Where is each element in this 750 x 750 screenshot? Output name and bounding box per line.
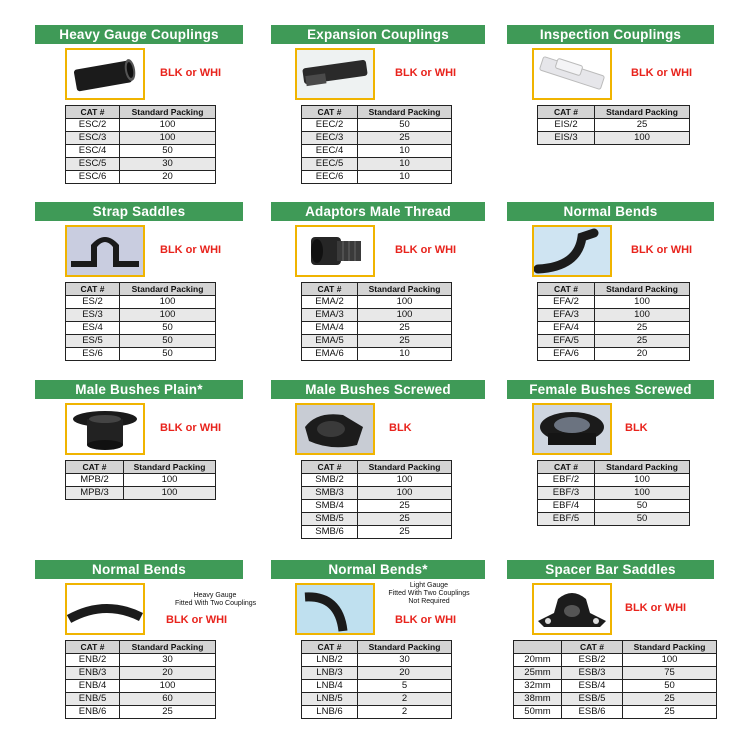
cat-cell: ENB/3 — [66, 667, 120, 680]
packing-cell: 100 — [358, 487, 452, 500]
adaptor-image — [297, 227, 373, 275]
packing-cell: 10 — [358, 171, 452, 184]
header-packing: Standard Packing — [595, 106, 690, 119]
expansion-coupling-image — [297, 50, 373, 98]
packing-cell: 50 — [120, 145, 216, 158]
size-cell: 50mm — [514, 706, 562, 719]
packing-cell: 20 — [358, 667, 452, 680]
header-cat: CAT # — [66, 106, 120, 119]
gauge-note-line: Fitted With Two Couplings — [388, 590, 470, 597]
table-row — [302, 487, 452, 500]
packing-cell: 50 — [120, 348, 216, 361]
table-row — [514, 680, 717, 693]
packing-cell: 100 — [595, 474, 690, 487]
table-header-row — [302, 106, 452, 119]
header-packing: Standard Packing — [120, 641, 216, 654]
packing-cell: 20 — [120, 667, 216, 680]
panel-title: Inspection Couplings — [507, 25, 714, 44]
packing-cell: 20 — [120, 171, 216, 184]
header-packing: Standard Packing — [358, 283, 452, 296]
packing-cell: 100 — [595, 309, 690, 322]
packing-table — [537, 105, 690, 145]
table-header-row — [538, 283, 690, 296]
table-row — [538, 513, 690, 526]
color-note: BLK — [625, 422, 648, 434]
strap-saddle-image — [67, 227, 143, 275]
cat-cell: EFA/4 — [538, 322, 595, 335]
cat-cell: LNB/3 — [302, 667, 358, 680]
table-header-row — [538, 461, 690, 474]
gauge-note-line: Heavy Gauge — [193, 592, 237, 599]
header-cat: CAT # — [302, 461, 358, 474]
table-row — [302, 348, 452, 361]
cat-cell: SMB/3 — [302, 487, 358, 500]
inspection-coupling-image — [534, 50, 610, 98]
packing-cell: 50 — [595, 513, 690, 526]
table-row — [302, 171, 452, 184]
header-packing: Standard Packing — [595, 283, 690, 296]
table-header-row — [302, 283, 452, 296]
table-row — [538, 296, 690, 309]
table-row — [66, 348, 216, 361]
packing-cell: 100 — [120, 309, 216, 322]
cat-cell: EBF/2 — [538, 474, 595, 487]
cat-cell: EMA/2 — [302, 296, 358, 309]
cat-cell: ESB/4 — [562, 680, 623, 693]
cat-cell: SMB/6 — [302, 526, 358, 539]
gauge-note — [379, 582, 479, 606]
table-row — [302, 654, 452, 667]
packing-cell: 100 — [120, 132, 216, 145]
table-row — [66, 706, 216, 719]
panel-title: Normal Bends — [507, 202, 714, 221]
packing-cell: 25 — [358, 132, 452, 145]
size-cell: 32mm — [514, 680, 562, 693]
cat-cell: ENB/4 — [66, 680, 120, 693]
table-row — [66, 487, 216, 500]
panel-title: Heavy Gauge Couplings — [35, 25, 243, 44]
table-row — [66, 119, 216, 132]
table-row — [302, 322, 452, 335]
header-cat: CAT # — [302, 641, 358, 654]
packing-table — [65, 460, 216, 500]
packing-cell: 10 — [358, 158, 452, 171]
size-cell: 38mm — [514, 693, 562, 706]
spacer-bar-saddle-image — [534, 585, 610, 633]
table-row — [538, 487, 690, 500]
light-bend-image — [297, 585, 373, 633]
gauge-note-line: Fitted With Two Couplings — [175, 600, 257, 607]
packing-cell: 25 — [358, 335, 452, 348]
header-packing: Standard Packing — [120, 106, 216, 119]
product-photo — [532, 583, 612, 635]
male-bush-plain-image — [67, 405, 143, 453]
cat-cell: EMA/5 — [302, 335, 358, 348]
cat-cell: EEC/6 — [302, 171, 358, 184]
table-header-row — [66, 461, 216, 474]
packing-table — [65, 282, 216, 361]
packing-cell: 2 — [358, 706, 452, 719]
color-note: BLK or WHI — [625, 602, 687, 614]
table-row — [302, 296, 452, 309]
packing-table — [301, 105, 452, 184]
cat-cell: LNB/6 — [302, 706, 358, 719]
packing-cell: 50 — [623, 680, 717, 693]
packing-cell: 100 — [120, 296, 216, 309]
cat-cell: EEC/4 — [302, 145, 358, 158]
table-row — [66, 474, 216, 487]
product-photo — [65, 403, 145, 455]
packing-table — [301, 640, 452, 719]
table-row — [66, 667, 216, 680]
header-size — [514, 641, 562, 654]
packing-cell: 50 — [358, 119, 452, 132]
color-note: BLK or WHI — [395, 614, 457, 626]
header-packing: Standard Packing — [358, 641, 452, 654]
table-row — [302, 500, 452, 513]
cat-cell: ESB/5 — [562, 693, 623, 706]
header-cat: CAT # — [66, 461, 124, 474]
cat-cell: ESC/3 — [66, 132, 120, 145]
cat-cell: ES/3 — [66, 309, 120, 322]
panel-title: Male Bushes Screwed — [271, 380, 485, 399]
table-row — [538, 474, 690, 487]
header-cat: CAT # — [538, 461, 595, 474]
table-row — [302, 474, 452, 487]
panel-title: Spacer Bar Saddles — [507, 560, 714, 579]
packing-cell: 75 — [623, 667, 717, 680]
cat-cell: EEC/5 — [302, 158, 358, 171]
size-cell: 20mm — [514, 654, 562, 667]
table-header-row — [538, 106, 690, 119]
cat-cell: EFA/2 — [538, 296, 595, 309]
cat-cell: MPB/3 — [66, 487, 124, 500]
cat-cell: EIS/2 — [538, 119, 595, 132]
cat-cell: EEC/2 — [302, 119, 358, 132]
coupling-image — [67, 50, 143, 98]
packing-cell: 100 — [623, 654, 717, 667]
table-row — [538, 132, 690, 145]
product-photo — [532, 403, 612, 455]
packing-table — [537, 460, 690, 526]
table-row — [514, 693, 717, 706]
female-bush-screwed-image — [534, 405, 610, 453]
cat-cell: ESB/2 — [562, 654, 623, 667]
gauge-note-line: Light Gauge — [409, 582, 449, 589]
cat-cell: ESC/5 — [66, 158, 120, 171]
packing-cell: 25 — [120, 706, 216, 719]
table-row — [302, 693, 452, 706]
packing-cell: 25 — [358, 500, 452, 513]
packing-table — [537, 282, 690, 361]
table-row — [538, 119, 690, 132]
product-photo — [295, 48, 375, 100]
table-row — [538, 348, 690, 361]
cat-cell: ENB/2 — [66, 654, 120, 667]
table-header-row — [302, 641, 452, 654]
color-note: BLK or WHI — [631, 67, 693, 79]
color-note: BLK or WHI — [631, 244, 693, 256]
packing-cell: 100 — [358, 309, 452, 322]
packing-cell: 20 — [595, 348, 690, 361]
table-row — [302, 513, 452, 526]
cat-cell: EFA/6 — [538, 348, 595, 361]
table-row — [538, 335, 690, 348]
packing-cell: 100 — [358, 296, 452, 309]
packing-cell: 30 — [120, 158, 216, 171]
panel-title: Female Bushes Screwed — [507, 380, 714, 399]
header-packing: Standard Packing — [120, 283, 216, 296]
male-bush-screwed-image — [297, 405, 373, 453]
packing-cell: 25 — [623, 693, 717, 706]
packing-cell: 100 — [595, 487, 690, 500]
packing-cell: 100 — [120, 680, 216, 693]
cat-cell: ESC/2 — [66, 119, 120, 132]
table-row — [302, 119, 452, 132]
packing-table — [65, 640, 216, 719]
packing-cell: 10 — [358, 348, 452, 361]
table-row — [302, 706, 452, 719]
table-row — [66, 322, 216, 335]
cat-cell: EMA/6 — [302, 348, 358, 361]
panel-title: Adaptors Male Thread — [271, 202, 485, 221]
color-note: BLK or WHI — [395, 244, 457, 256]
table-header-row — [66, 106, 216, 119]
table-row — [538, 322, 690, 335]
cat-cell: EFA/5 — [538, 335, 595, 348]
table-row — [66, 654, 216, 667]
panel-title: Normal Bends — [35, 560, 243, 579]
header-cat: CAT # — [562, 641, 623, 654]
table-row — [66, 335, 216, 348]
color-note: BLK or WHI — [160, 67, 222, 79]
table-row — [66, 132, 216, 145]
table-header-row — [514, 641, 717, 654]
header-cat: CAT # — [66, 283, 120, 296]
cat-cell: SMB/4 — [302, 500, 358, 513]
packing-cell: 5 — [358, 680, 452, 693]
product-photo — [295, 583, 375, 635]
panel-title: Male Bushes Plain* — [35, 380, 243, 399]
product-photo — [65, 583, 145, 635]
cat-cell: EMA/3 — [302, 309, 358, 322]
packing-cell: 10 — [358, 145, 452, 158]
cat-cell: LNB/4 — [302, 680, 358, 693]
cat-cell: ES/4 — [66, 322, 120, 335]
packing-cell: 100 — [595, 132, 690, 145]
cat-cell: EEC/3 — [302, 132, 358, 145]
product-photo — [532, 225, 612, 277]
table-row — [302, 145, 452, 158]
size-cell: 25mm — [514, 667, 562, 680]
packing-cell: 25 — [358, 526, 452, 539]
table-row — [302, 680, 452, 693]
product-photo — [295, 225, 375, 277]
header-packing: Standard Packing — [623, 641, 717, 654]
cat-cell: ENB/6 — [66, 706, 120, 719]
color-note: BLK or WHI — [166, 614, 228, 626]
table-row — [302, 526, 452, 539]
cat-cell: EBF/5 — [538, 513, 595, 526]
packing-cell: 50 — [120, 335, 216, 348]
header-cat: CAT # — [538, 106, 595, 119]
table-row — [302, 309, 452, 322]
packing-cell: 100 — [120, 119, 216, 132]
table-row — [66, 158, 216, 171]
packing-cell: 25 — [595, 119, 690, 132]
color-note: BLK or WHI — [160, 422, 222, 434]
color-note: BLK or WHI — [395, 67, 457, 79]
packing-cell: 25 — [358, 322, 452, 335]
table-row — [66, 309, 216, 322]
header-cat: CAT # — [66, 641, 120, 654]
cat-cell: ES/5 — [66, 335, 120, 348]
packing-cell: 25 — [358, 513, 452, 526]
gauge-note — [175, 592, 255, 608]
packing-table — [513, 640, 717, 719]
table-row — [66, 693, 216, 706]
table-row — [302, 158, 452, 171]
cat-cell: EBF/3 — [538, 487, 595, 500]
cat-cell: ESB/6 — [562, 706, 623, 719]
bend-image — [534, 227, 610, 275]
packing-cell: 100 — [124, 487, 216, 500]
cat-cell: ES/6 — [66, 348, 120, 361]
table-row — [302, 132, 452, 145]
packing-cell: 25 — [595, 335, 690, 348]
packing-cell: 50 — [595, 500, 690, 513]
cat-cell: EIS/3 — [538, 132, 595, 145]
packing-cell: 25 — [595, 322, 690, 335]
table-row — [514, 654, 717, 667]
table-row — [514, 667, 717, 680]
header-packing: Standard Packing — [358, 106, 452, 119]
header-packing: Standard Packing — [595, 461, 690, 474]
color-note: BLK or WHI — [160, 244, 222, 256]
cat-cell: EBF/4 — [538, 500, 595, 513]
packing-cell: 30 — [120, 654, 216, 667]
packing-cell: 30 — [358, 654, 452, 667]
product-photo — [295, 403, 375, 455]
panel-title: Expansion Couplings — [271, 25, 485, 44]
packing-cell: 100 — [358, 474, 452, 487]
header-cat: CAT # — [302, 283, 358, 296]
packing-cell: 100 — [595, 296, 690, 309]
color-note: BLK — [389, 422, 412, 434]
cat-cell: MPB/2 — [66, 474, 124, 487]
table-header-row — [66, 283, 216, 296]
cat-cell: EMA/4 — [302, 322, 358, 335]
header-cat: CAT # — [302, 106, 358, 119]
cat-cell: EFA/3 — [538, 309, 595, 322]
packing-table — [301, 282, 452, 361]
table-row — [514, 706, 717, 719]
table-row — [66, 680, 216, 693]
panel-title: Normal Bends* — [271, 560, 485, 579]
product-photo — [65, 225, 145, 277]
cat-cell: SMB/2 — [302, 474, 358, 487]
table-header-row — [66, 641, 216, 654]
table-row — [302, 667, 452, 680]
cat-cell: ESC/4 — [66, 145, 120, 158]
packing-cell: 50 — [120, 322, 216, 335]
cat-cell: ESB/3 — [562, 667, 623, 680]
packing-table — [301, 460, 452, 539]
table-row — [66, 296, 216, 309]
cat-cell: ESC/6 — [66, 171, 120, 184]
product-photo — [532, 48, 612, 100]
cat-cell: LNB/2 — [302, 654, 358, 667]
packing-cell: 60 — [120, 693, 216, 706]
packing-cell: 25 — [623, 706, 717, 719]
table-row — [302, 335, 452, 348]
gauge-note-line: Not Required — [408, 598, 450, 605]
cat-cell: LNB/5 — [302, 693, 358, 706]
packing-table — [65, 105, 216, 184]
table-row — [538, 309, 690, 322]
panel-title: Strap Saddles — [35, 202, 243, 221]
product-photo — [65, 48, 145, 100]
cat-cell: ENB/5 — [66, 693, 120, 706]
heavy-bend-image — [67, 585, 143, 633]
table-row — [66, 145, 216, 158]
table-row — [538, 500, 690, 513]
packing-cell: 2 — [358, 693, 452, 706]
table-row — [66, 171, 216, 184]
packing-cell: 100 — [124, 474, 216, 487]
cat-cell: SMB/5 — [302, 513, 358, 526]
table-header-row — [302, 461, 452, 474]
header-cat: CAT # — [538, 283, 595, 296]
cat-cell: ES/2 — [66, 296, 120, 309]
header-packing: Standard Packing — [124, 461, 216, 474]
header-packing: Standard Packing — [358, 461, 452, 474]
